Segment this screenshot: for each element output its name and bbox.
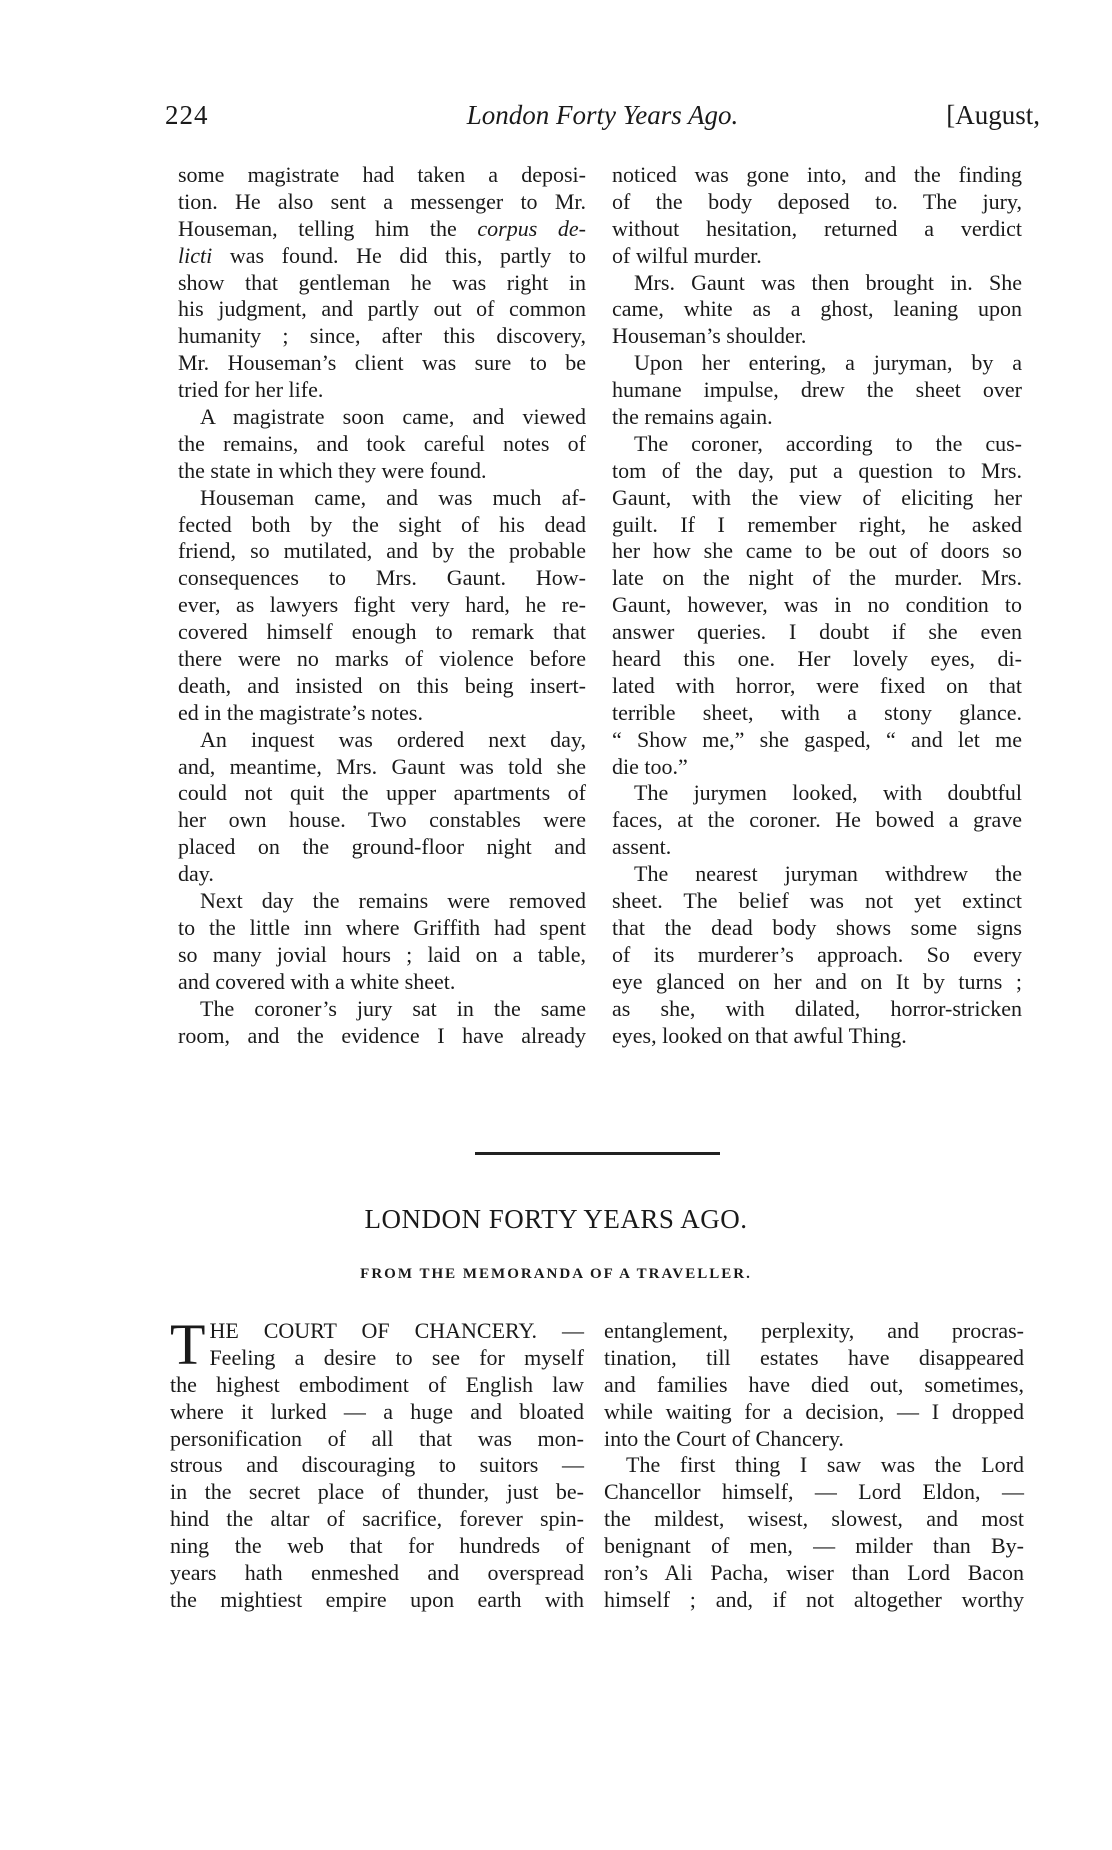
text-line: eye glanced on her and on It by turns ;: [612, 968, 1022, 994]
top-left-column: [178, 162, 586, 1049]
text-line: the highest embodiment of English law: [170, 1371, 584, 1397]
text-line: An inquest was ordered next day,: [200, 726, 586, 752]
text-line: as she, with dilated, horror-stricken: [612, 995, 1022, 1021]
running-title: London Forty Years Ago.: [466, 100, 739, 130]
text-line: late on the night of the murder. Mrs.: [612, 565, 1022, 591]
text-line: so many jovial hours ; laid on a table,: [178, 941, 586, 967]
text-line: the mightiest empire upon earth with: [170, 1586, 584, 1612]
text-line: ever, as lawyers fight very hard, he re-: [178, 592, 586, 618]
text-line: Chancellor himself, — Lord Eldon, —: [604, 1479, 1024, 1505]
text-line: the remains, and took careful notes of: [178, 430, 586, 456]
text-line: himself ; and, if not altogether worthy: [604, 1586, 1024, 1612]
text-line: answer queries. I doubt if she even: [612, 619, 1022, 645]
text-line: Feeling a desire to see for myself: [209, 1344, 584, 1370]
text-line: licti was found. He did this, partly to: [178, 242, 586, 268]
text-line: Mrs. Gaunt was then brought in. She: [634, 269, 1022, 295]
text-line: and families have died out, sometimes,: [604, 1371, 1024, 1397]
text-line: of its murderer’s approach. So every: [612, 941, 1022, 967]
text-line: friend, so mutilated, and by the probable: [178, 538, 586, 564]
text-line: The coroner, according to the cus-: [634, 430, 1022, 456]
text-line: humane impulse, drew the sheet over: [612, 377, 1022, 403]
italic-phrase: licti: [178, 242, 213, 268]
text-line: day.: [178, 861, 214, 887]
text-line: guilt. If I remember right, he asked: [612, 511, 1022, 537]
text-line: could not quit the upper apartments of: [178, 780, 586, 806]
text-line: and, meantime, Mrs. Gaunt was told she: [178, 753, 586, 779]
text-line: into the Court of Chancery.: [604, 1425, 844, 1451]
text-line: Gaunt, however, was in no condition to: [612, 592, 1022, 618]
italic-phrase: corpus de-: [477, 215, 587, 241]
text-line: that the dead body shows some signs: [612, 914, 1022, 940]
text-line: and covered with a white sheet.: [178, 968, 456, 994]
text-line: ron’s Ali Pacha, wiser than Lord Bacon: [604, 1560, 1024, 1586]
article-left-column: [170, 1312, 584, 1614]
text-line: terrible sheet, with a stony glance.: [612, 699, 1022, 725]
text-line: tom of the day, put a question to Mrs.: [612, 457, 1022, 483]
text-line: while waiting for a decision, — I dropped: [604, 1398, 1024, 1424]
drop-cap: T: [170, 1312, 206, 1377]
text-line: placed on the ground-floor night and: [178, 834, 586, 860]
text-line: of wilful murder.: [612, 242, 762, 268]
article-left-lines: [170, 1312, 584, 1614]
text-line: faces, at the coroner. He bowed a grave: [612, 807, 1022, 833]
text-line: of the body deposed to. The jury,: [612, 188, 1022, 214]
running-month: [August,: [946, 100, 1040, 130]
text-line: room, and the evidence I have already: [178, 1022, 586, 1048]
text-line: Houseman, telling him the corpus de-: [178, 215, 587, 241]
text-line: strous and discouraging to suitors —: [170, 1452, 584, 1478]
text-line: Mr. Houseman’s client was sure to be: [178, 350, 586, 376]
text-line: assent.: [612, 834, 672, 860]
text-line: eyes, looked on that awful Thing.: [612, 1022, 907, 1048]
text-line: some magistrate had taken a deposi-: [178, 162, 586, 187]
text-line: the state in which they were found.: [178, 457, 487, 483]
text-line: her own house. Two constables were: [178, 807, 586, 833]
text-line: HE COURT OF CHANCERY. —: [209, 1318, 584, 1343]
text-line: years hath enmeshed and overspread: [170, 1560, 584, 1586]
text-line: there were no marks of violence before: [178, 646, 586, 672]
text-line: tination, till estates have disappeared: [604, 1344, 1024, 1370]
text-line: heard this one. Her lovely eyes, di-: [612, 646, 1022, 672]
text-line: without hesitation, returned a verdict: [612, 215, 1022, 241]
text-line: A magistrate soon came, and viewed: [200, 404, 586, 430]
text-line: Next day the remains were removed: [200, 888, 586, 914]
running-head: [165, 100, 1040, 136]
text-line: to the little inn where Griffith had spent: [178, 914, 586, 940]
text-line: Houseman’s shoulder.: [612, 323, 807, 349]
text-line: show that gentleman he was right in: [178, 269, 586, 295]
text-line: tried for her life.: [178, 377, 324, 403]
text-line: tion. He also sent a messenger to Mr.: [178, 188, 586, 214]
text-line: The jurymen looked, with doubtful: [634, 780, 1022, 806]
text-line: lated with horror, were fixed on that: [612, 672, 1022, 698]
text-line: the mildest, wisest, slowest, and most: [604, 1506, 1024, 1532]
text-line: entanglement, perplexity, and procras-: [604, 1318, 1024, 1343]
text-line: humanity ; since, after this discovery,: [178, 323, 586, 349]
text-line: sheet. The belief was not yet extinct: [612, 888, 1022, 914]
text-line: ning the web that for hundreds of: [170, 1533, 584, 1559]
section-divider-rule: [475, 1152, 720, 1155]
text-line: where it lurked — a huge and bloated: [170, 1398, 584, 1424]
top-right-column: [612, 162, 1022, 1049]
text-line: personification of all that was mon-: [170, 1425, 584, 1451]
text-line: death, and insisted on this being insert-: [178, 672, 586, 698]
text-line: The coroner’s jury sat in the same: [200, 995, 586, 1021]
text-line: fected both by the sight of his dead: [178, 511, 586, 537]
text-line: Upon her entering, a juryman, by a: [634, 350, 1022, 376]
article-subtitle: FROM THE MEMORANDA OF A TRAVELLER.: [360, 1266, 752, 1282]
text-line: her how she came to be out of doors so: [612, 538, 1022, 564]
text-line: came, white as a ghost, leaning upon: [612, 296, 1022, 322]
text-line: covered himself enough to remark that: [178, 619, 586, 645]
text-line: benignant of men, — milder than By-: [604, 1533, 1024, 1559]
text-line: in the secret place of thunder, just be-: [170, 1479, 584, 1505]
page-number: 224: [165, 100, 209, 130]
text-line: consequences to Mrs. Gaunt. How-: [178, 565, 586, 591]
article-title: LONDON FORTY YEARS AGO.: [364, 1204, 748, 1234]
text-line: his judgment, and partly out of common: [178, 296, 586, 322]
text-line: ed in the magistrate’s notes.: [178, 699, 423, 725]
text-line: Gaunt, with the view of eliciting her: [612, 484, 1022, 510]
text-line: hind the altar of sacrifice, forever spin-: [170, 1506, 584, 1532]
text-line: the remains again.: [612, 404, 773, 430]
text-line: The first thing I saw was the Lord: [626, 1452, 1024, 1478]
text-line: Houseman came, and was much af-: [200, 484, 586, 510]
text-line: noticed was gone into, and the finding: [612, 162, 1022, 187]
text-line: die too.”: [612, 753, 688, 779]
text-line: “ Show me,” she gasped, “ and let me: [612, 726, 1022, 752]
article-right-column: [604, 1318, 1024, 1614]
text-line: The nearest juryman withdrew the: [634, 861, 1022, 887]
